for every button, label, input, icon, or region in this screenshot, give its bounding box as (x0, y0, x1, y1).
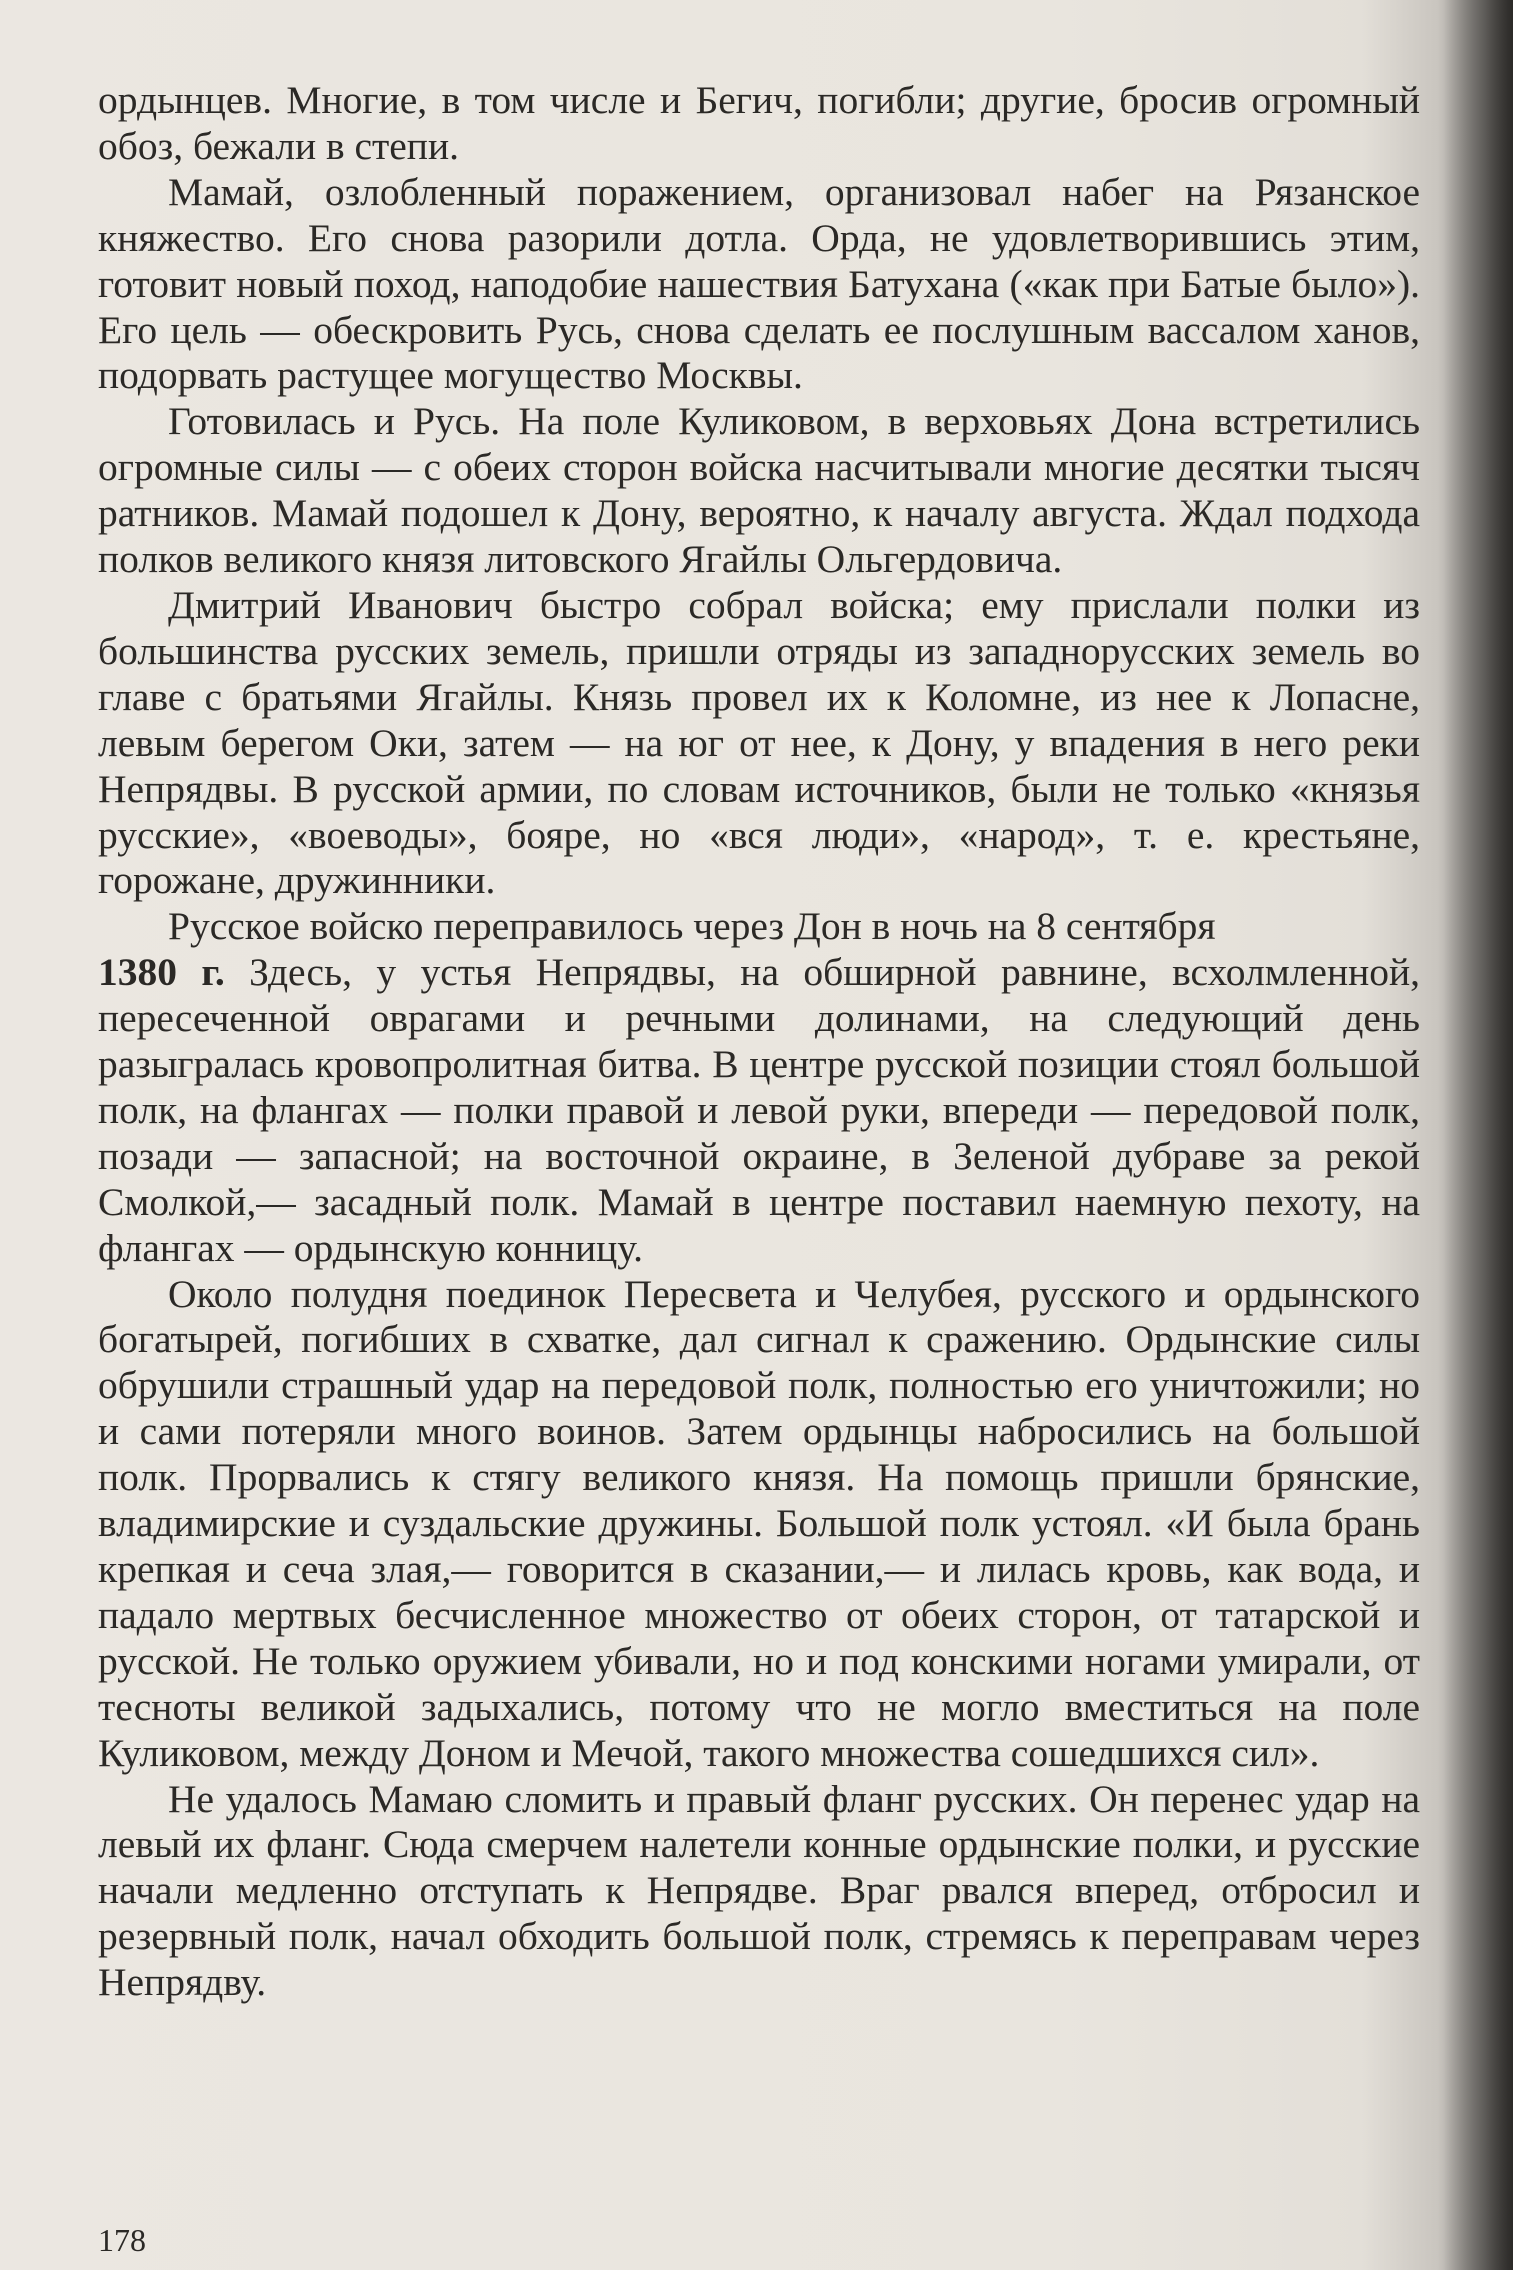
paragraph-text: Здесь, у устья Непрядвы, на обширной равнине, всхолмленной, пересеченной оврагами и речными долинами, на следующий день разыгралась кровопролитная битва. В центре русской позиции стоял большой полк, на флангах — полки правой и левой руки, впереди — передовой полк, позади — запасной; на восточной окраине, в Зеленой дубраве за рекой Смолкой,— засадный полк. Мамай в центре поставил наемную пехоту, на флангах — ордынскую конницу. (98, 950, 1420, 1270)
paragraph-4 (98, 583, 1420, 904)
paragraph-text: Мамай, озлобленный поражением, организовал набег на Рязанское княжество. Его снова разорили дотла. Орда, не удовлетворившись этим, готовит новый поход, наподобие нашествия Батухана («как при Батые было»). Его цель — обескровить Русь, снова сделать ее послушным вассалом ханов, подорвать растущее могущество Москвы. (98, 169, 1420, 398)
paragraph-text: Русское войско переправилось через Дон в ночь на 8 сентября (168, 904, 1216, 949)
paragraph-8 (98, 1777, 1420, 2007)
paragraph-text: Не удалось Мамаю сломить и правый фланг русских. Он перенес удар на левый их фланг. Сюда смерчем налетели конные ордынские полки, и русские начали медленно отступать к Непрядве. Враг рвался вперед, отбросил и резервный полк, начал обходить большой полк, стремясь к переправам через Непрядву. (98, 1776, 1420, 2005)
paragraph-6 (98, 950, 1420, 1271)
paragraph-text: Дмитрий Иванович быстро собрал войска; ему прислали полки из большинства русских земель, пришли отряды из западнорусских земель во главе с братьями Ягайлы. Князь провел их к Коломне, из нее к Лопасне, левым берегом Оки, затем — на юг от нее, к Дону, у впадения в него реки Непрядвы. В русской армии, по словам источников, были не только «князья русские», «воеводы», бояре, но «вся люди», «народ», т. е. крестьяне, горожане, дружинники. (98, 582, 1420, 903)
bold-year: 1380 г. (98, 950, 225, 995)
page-number: 178 (98, 2222, 146, 2258)
paragraph-text: Около полудня поединок Пересвета и Челубея, русского и ордынского богатырей, погибших в схватке, дал сигнал к сражению. Ордынские силы обрушили страшный удар на передовой полк, полностью его уничтожили; но и сами потеряли много воинов. Затем ордынцы набросились на большой полк. Прорвались к стягу великого князя. На помощь пришли брянские, владимирские и суздальские дружины. Большой полк устоял. «И была брань крепкая и сеча злая,— говорится в сказании,— и лилась кровь, как вода, и падало мертвых бесчисленное множество от обеих сторон, от татарской и русской. Не только оружием убивали, но и под конскими ногами умирали, от тесноты великой задыхались, потому что не могло вместиться на поле Куликовом, между Доном и Мечой, такого множества сошедшихся сил». (98, 1271, 1420, 1775)
paragraph-5 (98, 904, 1420, 950)
paragraph-text: ордынцев. Многие, в том числе и Бегич, погибли; другие, бросив огромный обоз, бежали в степи. (98, 78, 1420, 168)
paragraph-7 (98, 1272, 1420, 1777)
page-spine-shadow (1443, 0, 1513, 2270)
body-text (98, 78, 1420, 2006)
paragraph-1 (98, 78, 1420, 170)
paragraph-3 (98, 399, 1420, 583)
paragraph-text: Готовилась и Русь. На поле Куликовом, в верховьях Дона встретились огромные силы — с обеих сторон войска насчитывали многие десятки тысяч ратников. Мамай подошел к Дону, вероятно, к началу августа. Ждал подхода полков великого князя литовского Ягайлы Ольгердовича. (98, 399, 1420, 582)
paragraph-2 (98, 170, 1420, 400)
